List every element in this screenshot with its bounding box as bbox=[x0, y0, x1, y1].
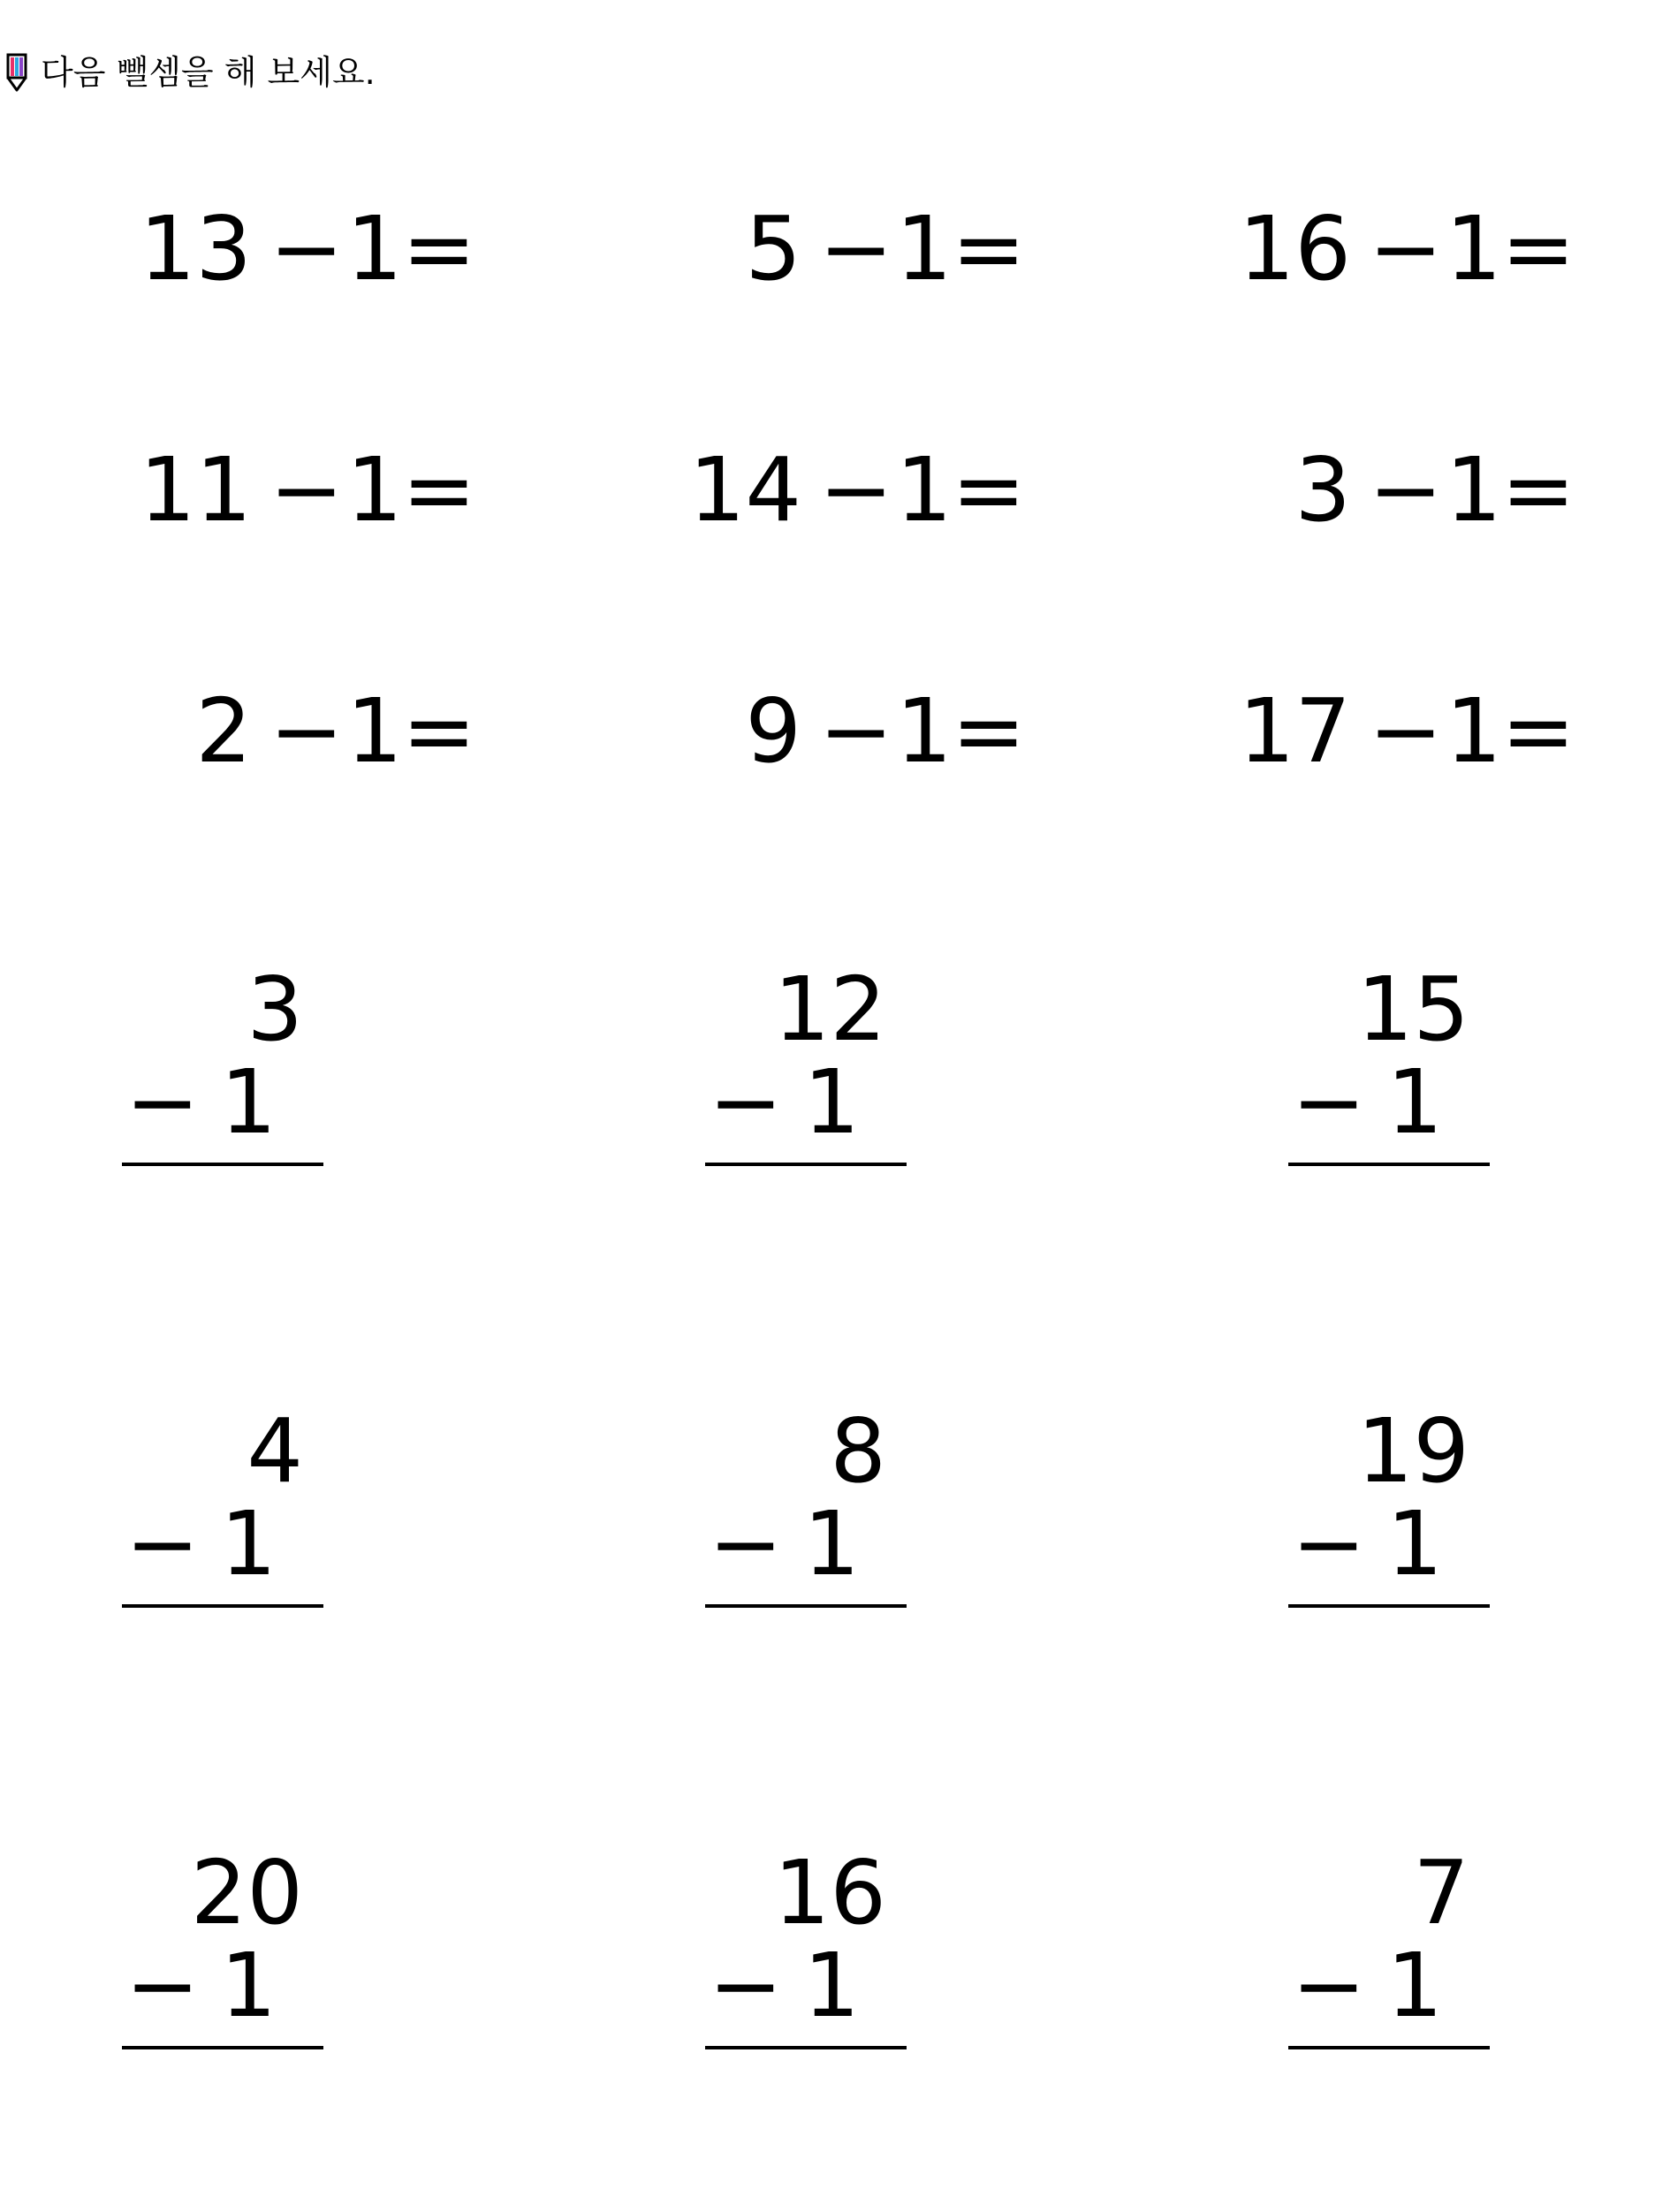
vertical-problem bbox=[705, 1399, 917, 1615]
minuend: 3 bbox=[1294, 438, 1351, 542]
answer-line bbox=[1288, 1604, 1490, 1608]
minus-sign: − bbox=[1292, 1050, 1366, 1154]
horizontal-problem bbox=[1170, 196, 1575, 302]
equals-sign: = bbox=[1501, 197, 1575, 300]
subtrahend: 1 bbox=[346, 197, 403, 300]
vertical-problem bbox=[1288, 1841, 1500, 2057]
minus-sign: − bbox=[709, 1492, 783, 1595]
minus-sign: − bbox=[819, 197, 893, 300]
worksheet-header bbox=[5, 51, 376, 94]
subtrahend: 1 bbox=[896, 679, 953, 783]
equals-sign: = bbox=[952, 679, 1026, 783]
subtrahend: 1 bbox=[803, 1050, 860, 1154]
horizontal-problem bbox=[71, 196, 476, 302]
subtrahend: 1 bbox=[896, 197, 953, 300]
vertical-problem bbox=[1288, 958, 1500, 1173]
minus-sign: − bbox=[1369, 438, 1443, 542]
minus-sign: − bbox=[709, 1934, 783, 2037]
minuend: 2 bbox=[195, 679, 252, 783]
subtrahend: 1 bbox=[1386, 1934, 1443, 2037]
vertical-problem bbox=[122, 1399, 334, 1615]
minuend: 5 bbox=[745, 197, 801, 300]
subtrahend: 1 bbox=[346, 679, 403, 783]
minus-sign: − bbox=[1292, 1934, 1366, 2037]
equals-sign: = bbox=[952, 197, 1026, 300]
minus-sign: − bbox=[269, 679, 344, 783]
minus-sign: − bbox=[269, 197, 344, 300]
horizontal-problem bbox=[1170, 678, 1575, 784]
minus-sign: − bbox=[819, 438, 893, 542]
minus-sign: − bbox=[819, 679, 893, 783]
answer-line bbox=[122, 2046, 323, 2049]
answer-line bbox=[705, 1604, 907, 1608]
answer-line bbox=[1288, 1163, 1490, 1166]
subtrahend: 1 bbox=[1446, 197, 1502, 300]
subtrahend: 1 bbox=[1446, 438, 1502, 542]
subtrahend: 1 bbox=[220, 1492, 277, 1595]
answer-line bbox=[705, 2046, 907, 2049]
equals-sign: = bbox=[402, 438, 476, 542]
minuend: 14 bbox=[688, 438, 801, 542]
answer-line bbox=[1288, 2046, 1490, 2049]
minuend: 9 bbox=[745, 679, 801, 783]
pencil-icon bbox=[5, 52, 28, 93]
minus-sign: − bbox=[1292, 1492, 1366, 1595]
subtrahend: 1 bbox=[346, 438, 403, 542]
minuend: 13 bbox=[139, 197, 252, 300]
vertical-problem bbox=[122, 958, 334, 1173]
vertical-problem bbox=[1288, 1399, 1500, 1615]
minuend: 19 bbox=[1356, 1399, 1469, 1503]
minuend: 7 bbox=[1413, 1841, 1469, 1944]
minuend: 20 bbox=[190, 1841, 303, 1944]
subtrahend: 1 bbox=[896, 438, 953, 542]
answer-line bbox=[122, 1604, 323, 1608]
minuend: 3 bbox=[247, 958, 303, 1061]
subtrahend: 1 bbox=[803, 1934, 860, 2037]
vertical-problem bbox=[705, 1841, 917, 2057]
minus-sign: − bbox=[1369, 679, 1443, 783]
horizontal-problem bbox=[620, 196, 1026, 302]
horizontal-problem bbox=[1170, 437, 1575, 543]
minuend: 15 bbox=[1356, 958, 1469, 1061]
minus-sign: − bbox=[1369, 197, 1443, 300]
answer-line bbox=[122, 1163, 323, 1166]
minuend: 16 bbox=[1238, 197, 1351, 300]
minus-sign: − bbox=[125, 1934, 200, 2037]
minuend: 4 bbox=[247, 1399, 303, 1503]
vertical-problem bbox=[122, 1841, 334, 2057]
minus-sign: − bbox=[709, 1050, 783, 1154]
answer-line bbox=[705, 1163, 907, 1166]
equals-sign: = bbox=[1501, 679, 1575, 783]
vertical-problem bbox=[705, 958, 917, 1173]
minuend: 17 bbox=[1238, 679, 1351, 783]
minuend: 11 bbox=[139, 438, 252, 542]
equals-sign: = bbox=[402, 197, 476, 300]
instruction-text: 다음 뺄셈을 해 보세요. bbox=[41, 53, 376, 92]
minus-sign: − bbox=[125, 1492, 200, 1595]
minuend: 8 bbox=[830, 1399, 886, 1503]
equals-sign: = bbox=[1501, 438, 1575, 542]
subtrahend: 1 bbox=[220, 1934, 277, 2037]
subtrahend: 1 bbox=[1386, 1492, 1443, 1595]
equals-sign: = bbox=[952, 438, 1026, 542]
minus-sign: − bbox=[125, 1050, 200, 1154]
horizontal-problem bbox=[71, 437, 476, 543]
subtrahend: 1 bbox=[220, 1050, 277, 1154]
minus-sign: − bbox=[269, 438, 344, 542]
horizontal-problem bbox=[71, 678, 476, 784]
subtrahend: 1 bbox=[1386, 1050, 1443, 1154]
horizontal-problem bbox=[620, 678, 1026, 784]
minuend: 12 bbox=[773, 958, 886, 1061]
subtrahend: 1 bbox=[1446, 679, 1502, 783]
equals-sign: = bbox=[402, 679, 476, 783]
horizontal-problem bbox=[620, 437, 1026, 543]
subtrahend: 1 bbox=[803, 1492, 860, 1595]
minuend: 16 bbox=[773, 1841, 886, 1944]
